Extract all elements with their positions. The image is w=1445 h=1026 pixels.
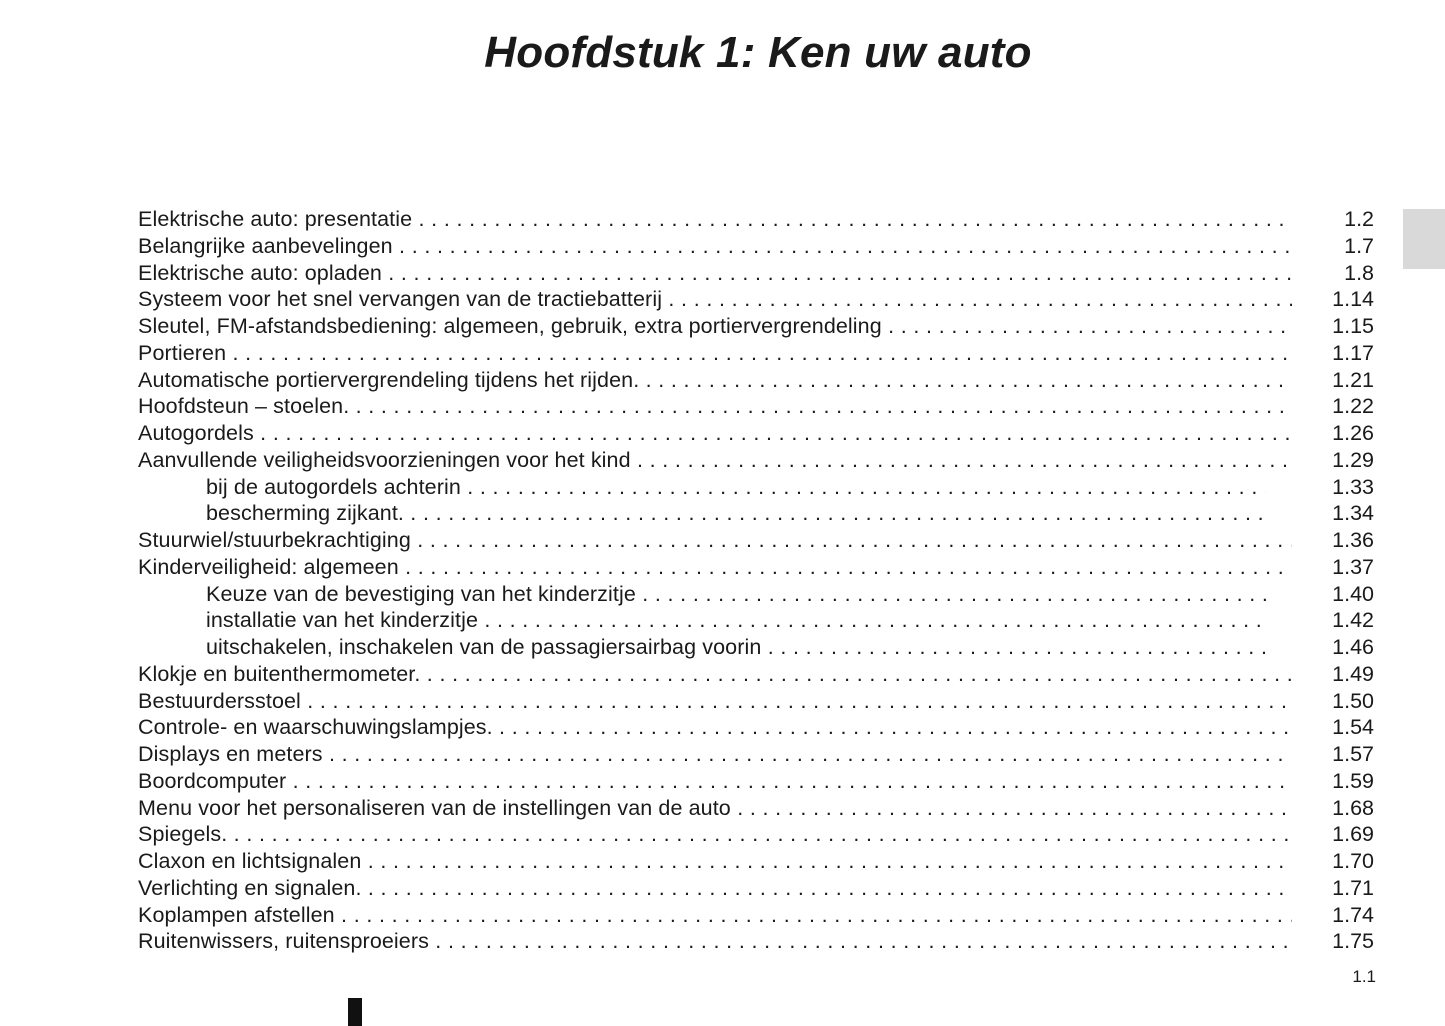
toc-entry[interactable] (138, 795, 1374, 822)
toc-entry[interactable] (138, 367, 1374, 394)
toc-entry-label: Klokje en buitenthermometer. (138, 661, 421, 686)
toc-page-ref: 1.42 (1332, 608, 1374, 633)
toc-subentry[interactable] (138, 474, 1374, 501)
toc-entry[interactable] (138, 286, 1374, 313)
chapter-side-tab (1403, 209, 1445, 269)
toc-page-ref: 1.68 (1332, 795, 1374, 820)
dot-leader (404, 501, 1266, 525)
toc-page-ref: 1.46 (1332, 635, 1374, 659)
toc-entry-label: Claxon en lichtsignalen (138, 849, 362, 873)
dot-leader (227, 822, 1292, 846)
toc-page-ref: 1.57 (1332, 742, 1374, 766)
toc-page-ref: 1.40 (1332, 581, 1374, 606)
toc-entry-label: Displays en meters (138, 742, 323, 766)
toc-entry-label: Elektrische auto: presentatie (138, 207, 413, 231)
toc-entry-label: Bestuurdersstoel (138, 688, 301, 713)
dot-leader (461, 475, 1266, 499)
toc-page-ref: 1.49 (1332, 661, 1374, 686)
toc-entry-label: Belangrijke aanbevelingen (138, 233, 393, 258)
toc-page-ref: 1.2 (1344, 207, 1374, 231)
toc-entry[interactable] (138, 554, 1374, 581)
toc-page-ref: 1.14 (1332, 287, 1374, 312)
toc-entry[interactable] (138, 875, 1374, 902)
toc-entry-label: Boordcomputer (138, 768, 287, 793)
dot-leader (349, 394, 1292, 418)
toc-entry[interactable] (138, 848, 1374, 875)
dot-leader (412, 207, 1292, 231)
toc-entry[interactable] (138, 928, 1374, 955)
toc-entry[interactable] (138, 447, 1374, 474)
dot-leader (382, 261, 1292, 285)
dot-leader (662, 287, 1292, 311)
toc-page-ref: 1.36 (1332, 528, 1374, 552)
toc-page-ref: 1.54 (1332, 715, 1374, 740)
toc-page-ref: 1.21 (1332, 367, 1374, 392)
toc-entry-label: bescherming zijkant. (206, 501, 404, 526)
toc-entry[interactable] (138, 340, 1374, 367)
toc-subentry[interactable] (138, 607, 1374, 634)
toc-entry-label: Verlichting en signalen. (138, 875, 362, 900)
dot-leader (399, 555, 1292, 579)
toc-entry[interactable] (138, 821, 1374, 848)
toc-entry-label: Portieren (138, 340, 227, 365)
dot-leader (361, 849, 1292, 873)
toc-entry-label: bij de autogordels achterin (206, 474, 461, 499)
toc-entry-label: installatie van het kinderzitje (206, 608, 478, 633)
toc-page-ref: 1.59 (1332, 768, 1374, 793)
toc-page-ref: 1.37 (1332, 554, 1374, 579)
toc-page-ref: 1.34 (1332, 501, 1374, 526)
toc-entry[interactable] (138, 420, 1374, 447)
toc-entry[interactable] (138, 768, 1374, 795)
toc-page-ref: 1.26 (1332, 421, 1374, 445)
dot-leader (761, 635, 1266, 659)
toc-page-ref: 1.22 (1332, 394, 1374, 419)
toc-entry-label: Keuze van de bevestiging van het kinderzitje (206, 581, 636, 606)
dot-leader (493, 715, 1292, 739)
toc-page-ref: 1.7 (1344, 233, 1374, 258)
toc-entry[interactable] (138, 393, 1374, 420)
toc-page-ref: 1.74 (1332, 902, 1374, 927)
toc-entry-label: Ruitenwissers, ruitensproeiers (138, 929, 429, 954)
dot-leader (882, 314, 1292, 338)
toc-entry-label: Kinderveiligheid: algemeen (138, 554, 399, 579)
toc-page-ref: 1.33 (1332, 474, 1374, 499)
dot-leader (420, 662, 1292, 686)
dot-leader (301, 689, 1292, 713)
toc-subentry[interactable] (138, 634, 1374, 661)
chapter-title: Hoofdstuk 1: Ken uw auto (484, 28, 1032, 77)
dot-leader (631, 448, 1292, 472)
toc-entry[interactable] (138, 714, 1374, 741)
toc-entry[interactable] (138, 233, 1374, 260)
toc-entry[interactable] (138, 661, 1374, 688)
toc-entry[interactable] (138, 902, 1374, 929)
toc-entry-label: Spiegels. (138, 822, 228, 847)
toc-entry-label: Automatische portiervergrendeling tijdens het rijden. (138, 367, 640, 392)
toc-page-ref: 1.29 (1332, 447, 1374, 472)
dot-leader (429, 929, 1292, 953)
toc-page-ref: 1.15 (1332, 314, 1374, 338)
toc-page-ref: 1.75 (1332, 929, 1374, 954)
table-of-contents (138, 206, 1374, 955)
toc-entry-label: Stuurwiel/stuurbekrachtiging (138, 528, 411, 552)
toc-entry-label: Systeem voor het snel vervangen van de tractiebatterij (138, 287, 663, 312)
toc-page-ref: 1.50 (1332, 688, 1374, 713)
toc-subentry[interactable] (138, 581, 1374, 608)
toc-entry-label: Sleutel, FM-afstandsbediening: algemeen, gebruik, extra portiervergrendeling (138, 314, 882, 338)
dot-leader (226, 341, 1292, 365)
page-number: 1.1 (1352, 967, 1376, 986)
toc-entry[interactable] (138, 741, 1374, 768)
dot-leader (411, 528, 1292, 552)
dot-leader (323, 742, 1292, 766)
toc-page-ref: 1.69 (1332, 822, 1374, 847)
toc-entry[interactable] (138, 260, 1374, 287)
toc-entry-label: Autogordels (138, 421, 254, 445)
toc-page-ref: 1.17 (1332, 340, 1374, 365)
toc-page-ref: 1.8 (1344, 260, 1374, 285)
dot-leader (286, 769, 1292, 793)
toc-entry[interactable] (138, 313, 1374, 340)
toc-entry-label: Hoofdsteun – stoelen. (138, 394, 350, 419)
toc-entry-label: Controle- en waarschuwingslampjes. (138, 715, 493, 740)
toc-entry-label: Elektrische auto: opladen (138, 260, 382, 285)
dot-leader (731, 796, 1292, 820)
margin-marker (348, 998, 362, 1026)
dot-leader (362, 876, 1292, 900)
toc-entry[interactable] (138, 527, 1374, 554)
dot-leader (639, 368, 1292, 392)
dot-leader (636, 582, 1266, 606)
toc-entry-label: Koplampen afstellen (138, 902, 335, 927)
dot-leader (335, 903, 1292, 927)
dot-leader (393, 234, 1292, 258)
toc-subentry[interactable] (138, 500, 1374, 527)
toc-entry-label: Aanvullende veiligheidsvoorzieningen voor het kind (138, 447, 631, 472)
toc-entry[interactable] (138, 688, 1374, 715)
toc-page-ref: 1.70 (1332, 849, 1374, 873)
toc-entry[interactable] (138, 206, 1374, 233)
toc-page-ref: 1.71 (1332, 875, 1374, 900)
dot-leader (254, 421, 1292, 445)
toc-entry-label: uitschakelen, inschakelen van de passagiersairbag voorin (206, 635, 762, 659)
dot-leader (478, 608, 1266, 632)
toc-entry-label: Menu voor het personaliseren van de instellingen van de auto (138, 795, 731, 820)
